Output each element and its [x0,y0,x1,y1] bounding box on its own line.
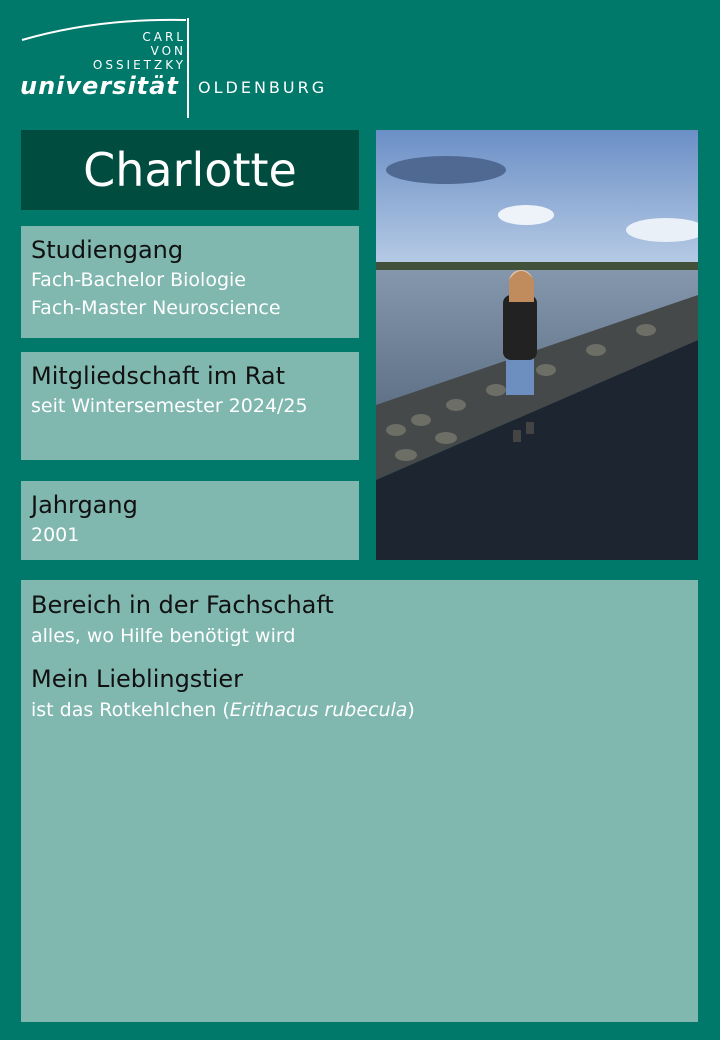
logo-divider [187,18,189,118]
university-logo [18,14,368,124]
jahrgang-heading: Jahrgang [31,491,138,519]
logo-carl-von-ossietzky [93,30,186,72]
lieblingstier-suffix: ) [407,699,415,721]
mitgliedschaft-box [21,352,359,460]
lieblingstier-latin: Erithacus rubecula [229,699,408,721]
logo-oldenburg: OLDENBURG [198,78,328,97]
mitgliedschaft-value: seit Wintersemester 2024/25 [31,395,308,417]
bereich-block [31,588,688,650]
studiengang-heading: Studiengang [31,236,184,264]
photo-illustration [376,130,698,560]
jahrgang-value: 2001 [31,524,80,546]
lieblingstier-value [31,696,688,724]
lieblingstier-prefix: ist das Rotkehlchen ( [31,699,230,721]
jahrgang-box [21,481,359,560]
profile-photo [376,130,698,560]
logo-line-von: VON [150,44,186,58]
lieblingstier-block [31,662,688,724]
details-box [21,580,698,1022]
logo-universitaet: universität [20,72,179,100]
logo-line-ossietzky: OSSIETZKY [92,58,186,72]
logo-line-carl: CARL [142,30,186,44]
studiengang-box [21,226,359,338]
profile-name: Charlotte [21,130,359,210]
mitgliedschaft-heading: Mitgliedschaft im Rat [31,362,285,390]
studiengang-line-1: Fach-Bachelor Biologie [31,269,246,291]
bereich-value: alles, wo Hilfe benötigt wird [31,625,296,647]
lieblingstier-heading: Mein Lieblingstier [31,665,244,693]
bereich-heading: Bereich in der Fachschaft [31,591,334,619]
studiengang-line-2: Fach-Master Neuroscience [31,297,281,319]
